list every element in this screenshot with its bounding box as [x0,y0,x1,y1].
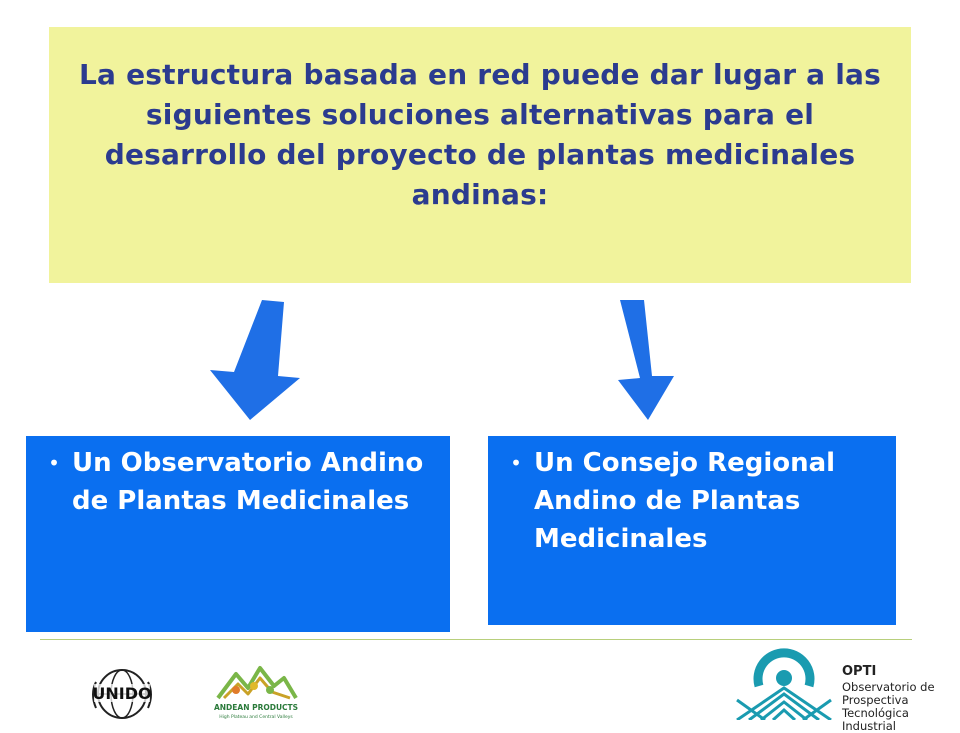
option-box-consejo [488,436,896,625]
list-item [36,444,440,520]
andean-title: ANDEAN PRODUCTS [214,703,298,712]
bullet: • [510,451,522,475]
unido-emblem-icon [88,664,156,720]
unido-text: UNIDO [92,684,152,703]
opti-wordmark [842,664,960,733]
option-box-observatorio [26,436,450,632]
header-text: La estructura basada en red puede dar lugar a las siguientes soluciones alternativas para el desarrollo del proyecto de plantas medicinales andinas: [79,58,881,211]
bullet: • [48,451,60,475]
down-arrow-icon [210,296,300,422]
andean-subtext: High Plateau and Central Valleys [219,715,293,720]
opti-subtitle-line: Prospectiva Tecnológica [842,693,909,720]
opti-title: OPTI [842,664,877,679]
header-box [49,27,911,283]
opti-subtitle-line: Observatorio de [842,680,935,694]
andean-products-icon [214,660,298,720]
opti-subtitle-line: Industrial [842,719,896,733]
footer-divider [40,639,912,640]
option-label: Un Consejo Regional Andino de Plantas Medicinales [534,448,836,554]
list-item [498,444,886,558]
opti-logo-icon [735,648,833,720]
option-label: Un Observatorio Andino de Plantas Medicinales [72,448,424,516]
down-arrow-icon [608,296,688,422]
